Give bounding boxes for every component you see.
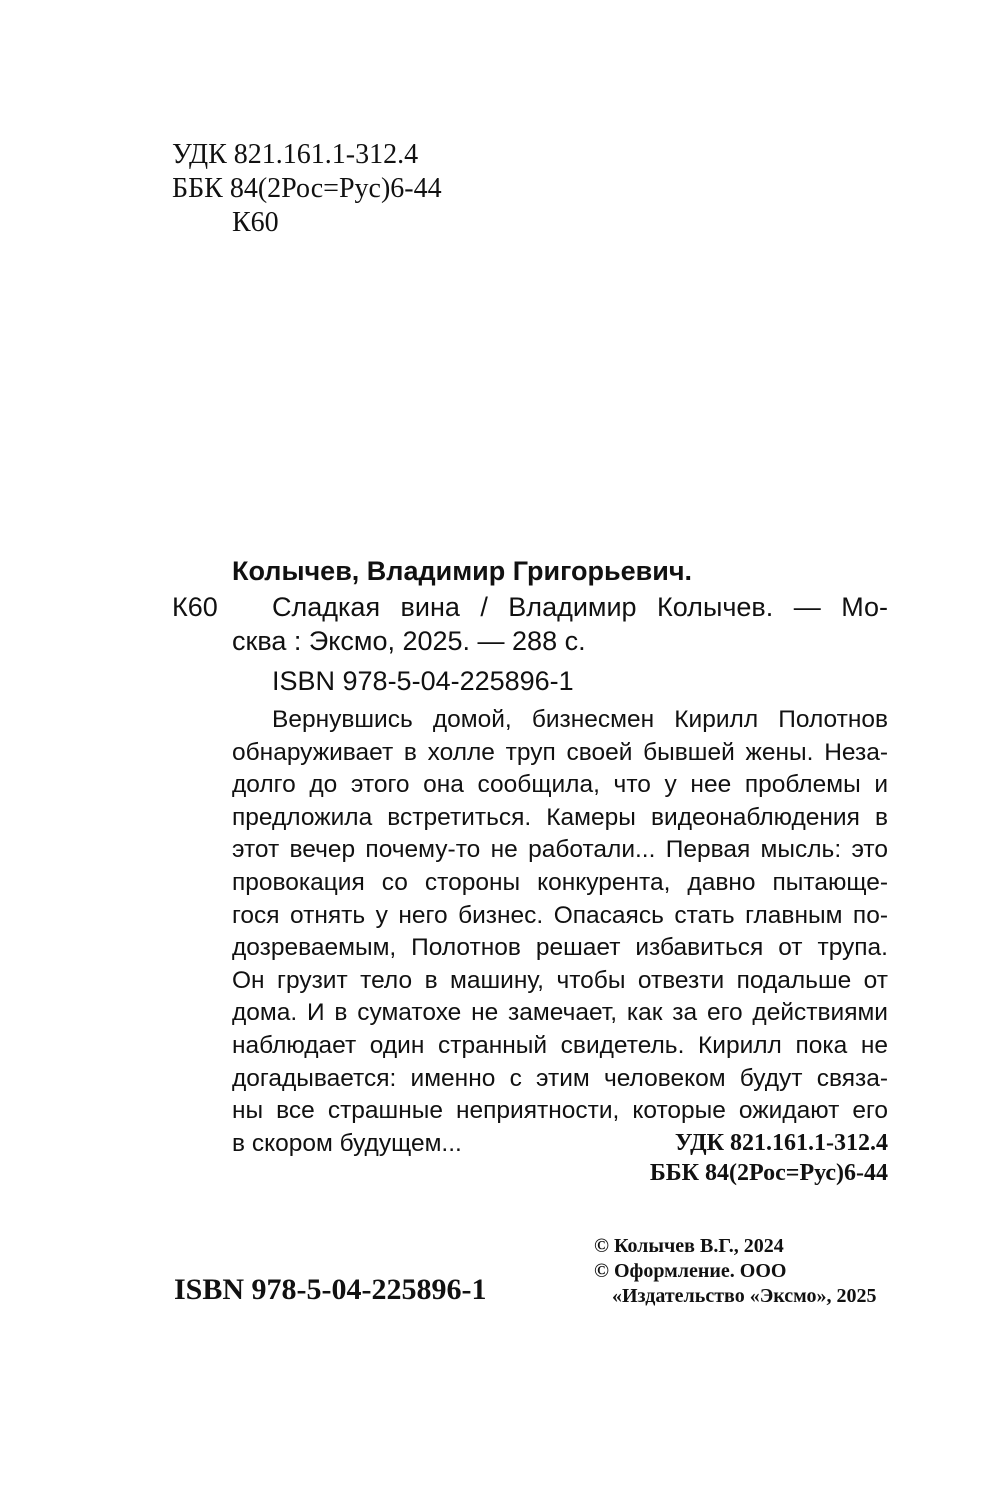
classification-udk: УДК 821.161.1-312.4 bbox=[674, 1130, 888, 1156]
annotation-line: наблюдает один странный свидетель. Кирилл пока не bbox=[232, 1031, 888, 1059]
annotation-line: Он грузит тело в машину, чтобы отвезти подальше от bbox=[232, 966, 888, 994]
entry-code: К60 bbox=[172, 592, 218, 622]
entry-author: Колычев, Владимир Григорьевич. bbox=[232, 556, 693, 586]
bibliography-line: Сладкая вина / Владимир Колычев. — Мо- bbox=[272, 592, 888, 622]
entry-bibliography bbox=[232, 590, 888, 624]
entry-isbn: ISBN 978-5-04-225896-1 bbox=[272, 666, 574, 696]
header-code: К60 bbox=[232, 207, 279, 238]
footer-isbn: ISBN 978-5-04-225896-1 bbox=[174, 1273, 487, 1306]
annotation-line: догадывается: именно с этим человеком будут связа- bbox=[232, 1064, 888, 1092]
annotation-line: ны все страшные неприятности, которые ожидают его bbox=[232, 1097, 888, 1125]
bibliography-line: сква : Эксмо, 2025. — 288 с. bbox=[232, 626, 586, 656]
annotation-line: этот вечер почему-то не работали... Первая мысль: это bbox=[232, 836, 888, 864]
header-udk: УДК 821.161.1-312.4 bbox=[172, 139, 419, 170]
copyright-publisher: «Издательство «Эксмо», 2025 bbox=[612, 1285, 877, 1307]
annotation-line: долго до этого она сообщила, что у нее проблемы и bbox=[232, 771, 888, 799]
classification-bbk: ББК 84(2Рос=Рус)6-44 bbox=[649, 1160, 888, 1186]
copyright-author: © Колычев В.Г., 2024 bbox=[594, 1235, 784, 1257]
header-bbk: ББК 84(2Рос=Рус)6-44 bbox=[172, 173, 442, 204]
annotation-line: предложила встретиться. Камеры видеонаблюдения в bbox=[232, 803, 888, 831]
annotation-line: Вернувшись домой, бизнесмен Кирилл Полотнов bbox=[272, 706, 888, 733]
annotation-line: обнаруживает в холле труп своей бывшей жены. Неза- bbox=[232, 738, 888, 766]
annotation bbox=[232, 704, 888, 1160]
annotation-line: дома. И в суматохе не замечает, как за его действиями bbox=[232, 999, 888, 1027]
annotation-line: в скором будущем... bbox=[232, 1129, 462, 1157]
copyright-design: © Оформление. ООО bbox=[594, 1260, 787, 1282]
annotation-line: провокация со стороны конкурента, давно пытающе- bbox=[232, 868, 888, 896]
annotation-line: гося отнять у него бизнес. Опасаясь стать главным по- bbox=[232, 901, 888, 929]
annotation-line: дозреваемым, Полотнов решает избавиться от трупа. bbox=[232, 934, 888, 962]
